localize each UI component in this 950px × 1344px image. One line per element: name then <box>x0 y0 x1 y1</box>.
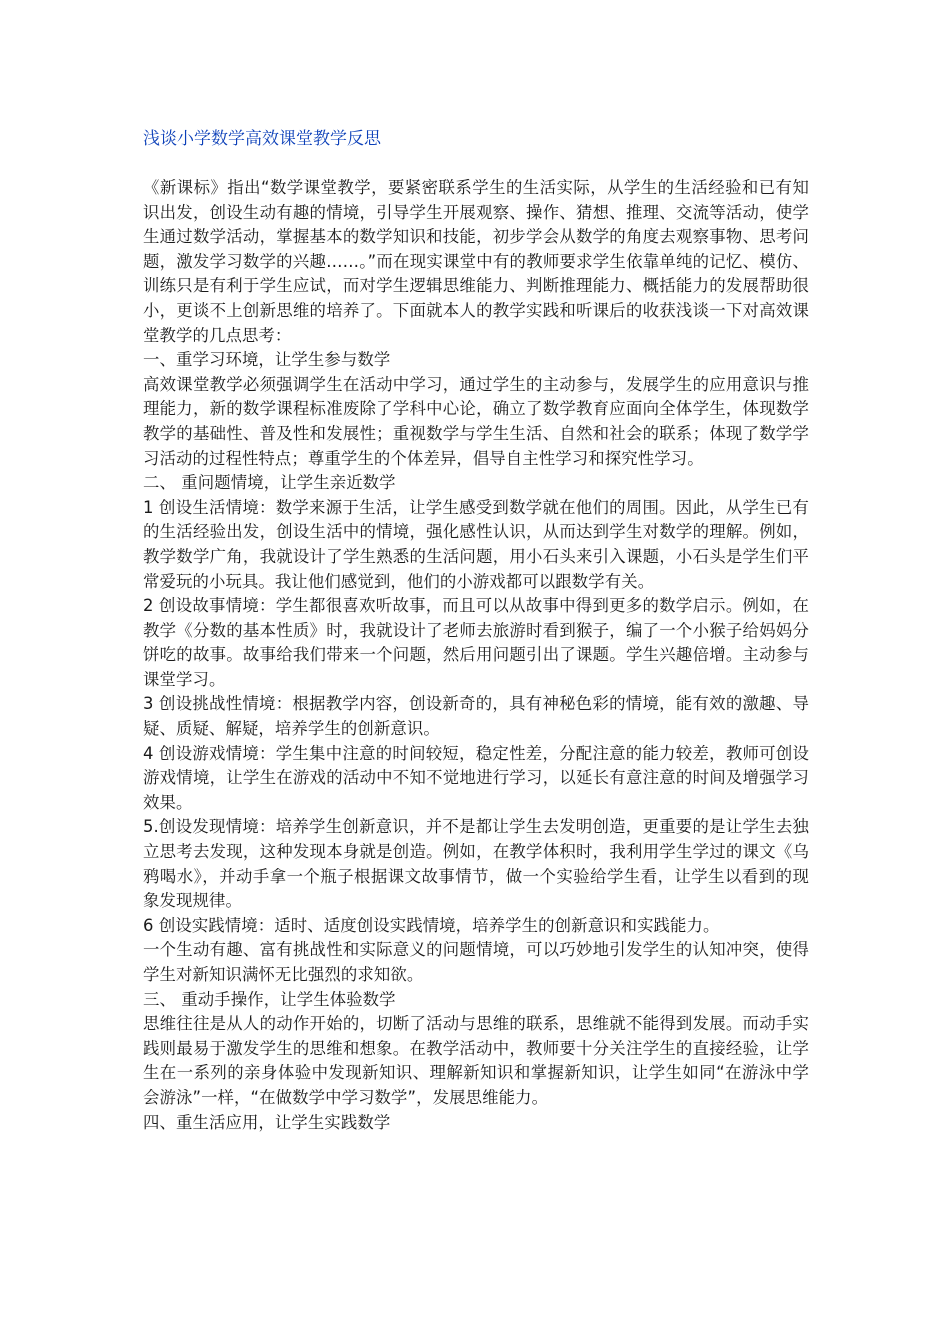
list-item-practice-context: 6 创设实践情境：适时、适度创设实践情境，培养学生的创新意识和实践能力。 <box>143 915 720 935</box>
list-item-discovery-context: 5.创设发现情境：培养学生创新意识，并不是都让学生去发明创造，更重要的是让学生去独立思考去发现，这种发现本身就是创造。例如，在教学体积时，我利用学生学过的课文《乌鸦喝水》，并动手拿一个瓶子根据课文故事情节，做一个实验给学生看，让学生以看到的现象发现规律。 <box>143 817 809 911</box>
section-1-paragraph: 高效课堂教学必须强调学生在活动中学习，通过学生的主动参与，发展学生的应用意识与推理能力，新的数学课程标准废除了学科中心论，确立了数学教育应面向全体学生，体现数学教学的基础性、普及性和发展性；重视数学与学生生活、自然和社会的联系；体现了数学学习活动的过程性特点；尊重学生的个体差异，倡导自主性学习和探究性学习。 <box>143 374 809 468</box>
list-item-game-context: 4 创设游戏情境：学生集中注意的时间较短，稳定性差，分配注意的能力较差，教师可创设游戏情境，让学生在游戏的活动中不知不觉地进行学习，以延长有意注意的时间及增强学习效果。 <box>143 743 809 812</box>
list-item-challenge-context: 3 创设挑战性情境：根据教学内容，创设新奇的，具有神秘色彩的情境，能有效的激趣、导疑、质疑、解疑，培养学生的创新意识。 <box>143 694 809 739</box>
section-2-summary-paragraph: 一个生动有趣、富有挑战性和实际意义的问题情境，可以巧妙地引发学生的认知冲突，使得学生对新知识满怀无比强烈的求知欲。 <box>143 940 809 984</box>
section-heading-4: 四、重生活应用，让学生实践数学 <box>143 1112 391 1132</box>
intro-paragraph: 《新课标》指出“数学课堂教学，要紧密联系学生的生活实际，从学生的生活经验和已有知识出发，创设生动有趣的情境，引导学生开展观察、操作、猜想、推理、交流等活动，使学生通过数学活动，掌握基本的数学知识和技能，初步学会从数学的角度去观察事物、思考问题，激发学习数学的兴趣……。”而在现实课堂中有的教师要求学生依靠单纯的记忆、模仿、训练只是有利于学生应试，而对学生逻辑思维能力、判断推理能力、概括能力的发展帮助很小，更谈不上创新思维的培养了。下面就本人的教学实践和听课后的收获浅谈一下对高效课堂教学的几点思考： <box>143 178 809 345</box>
section-heading-1: 一、重学习环境，让学生参与数学 <box>143 350 391 370</box>
list-item-life-context: 1 创设生活情境：数学来源于生活，让学生感受到数学就在他们的周围。因此，从学生已有的生活经验出发，创设生活中的情境，强化感性认识，从而达到学生对数学的理解。例如，教学数学广角，我就设计了学生熟悉的生活问题，用小石头来引入课题，小石头是学生们平常爱玩的小玩具。我让他们感觉到，他们的小游戏都可以跟数学有关。 <box>143 497 809 591</box>
section-heading-3: 三、 重动手操作，让学生体验数学 <box>143 989 396 1009</box>
section-3-paragraph: 思维往往是从人的动作开始的，切断了活动与思维的联系，思维就不能得到发展。而动手实践则最易于激发学生的思维和想象。在教学活动中，教师要十分关注学生的直接经验，让学生在一系列的亲身体验中发现新知识、理解新知识和掌握新知识，让学生如同“在游泳中学会游泳”一样，“在做数学中学习数学”，发展思维能力。 <box>143 1014 809 1107</box>
document-body <box>143 176 809 1135</box>
section-heading-2: 二、 重问题情境，让学生亲近数学 <box>143 473 396 493</box>
list-item-story-context: 2 创设故事情境：学生都很喜欢听故事，而且可以从故事中得到更多的数学启示。例如，在教学《分数的基本性质》时，我就设计了老师去旅游时看到猴子，编了一个小猴子给妈妈分饼吃的故事。故事给我们带来一个问题，然后用问题引出了课题。学生兴趣倍增。主动参与课堂学习。 <box>143 596 809 689</box>
document-title: 浅谈小学数学高效课堂教学反思 <box>143 129 381 149</box>
